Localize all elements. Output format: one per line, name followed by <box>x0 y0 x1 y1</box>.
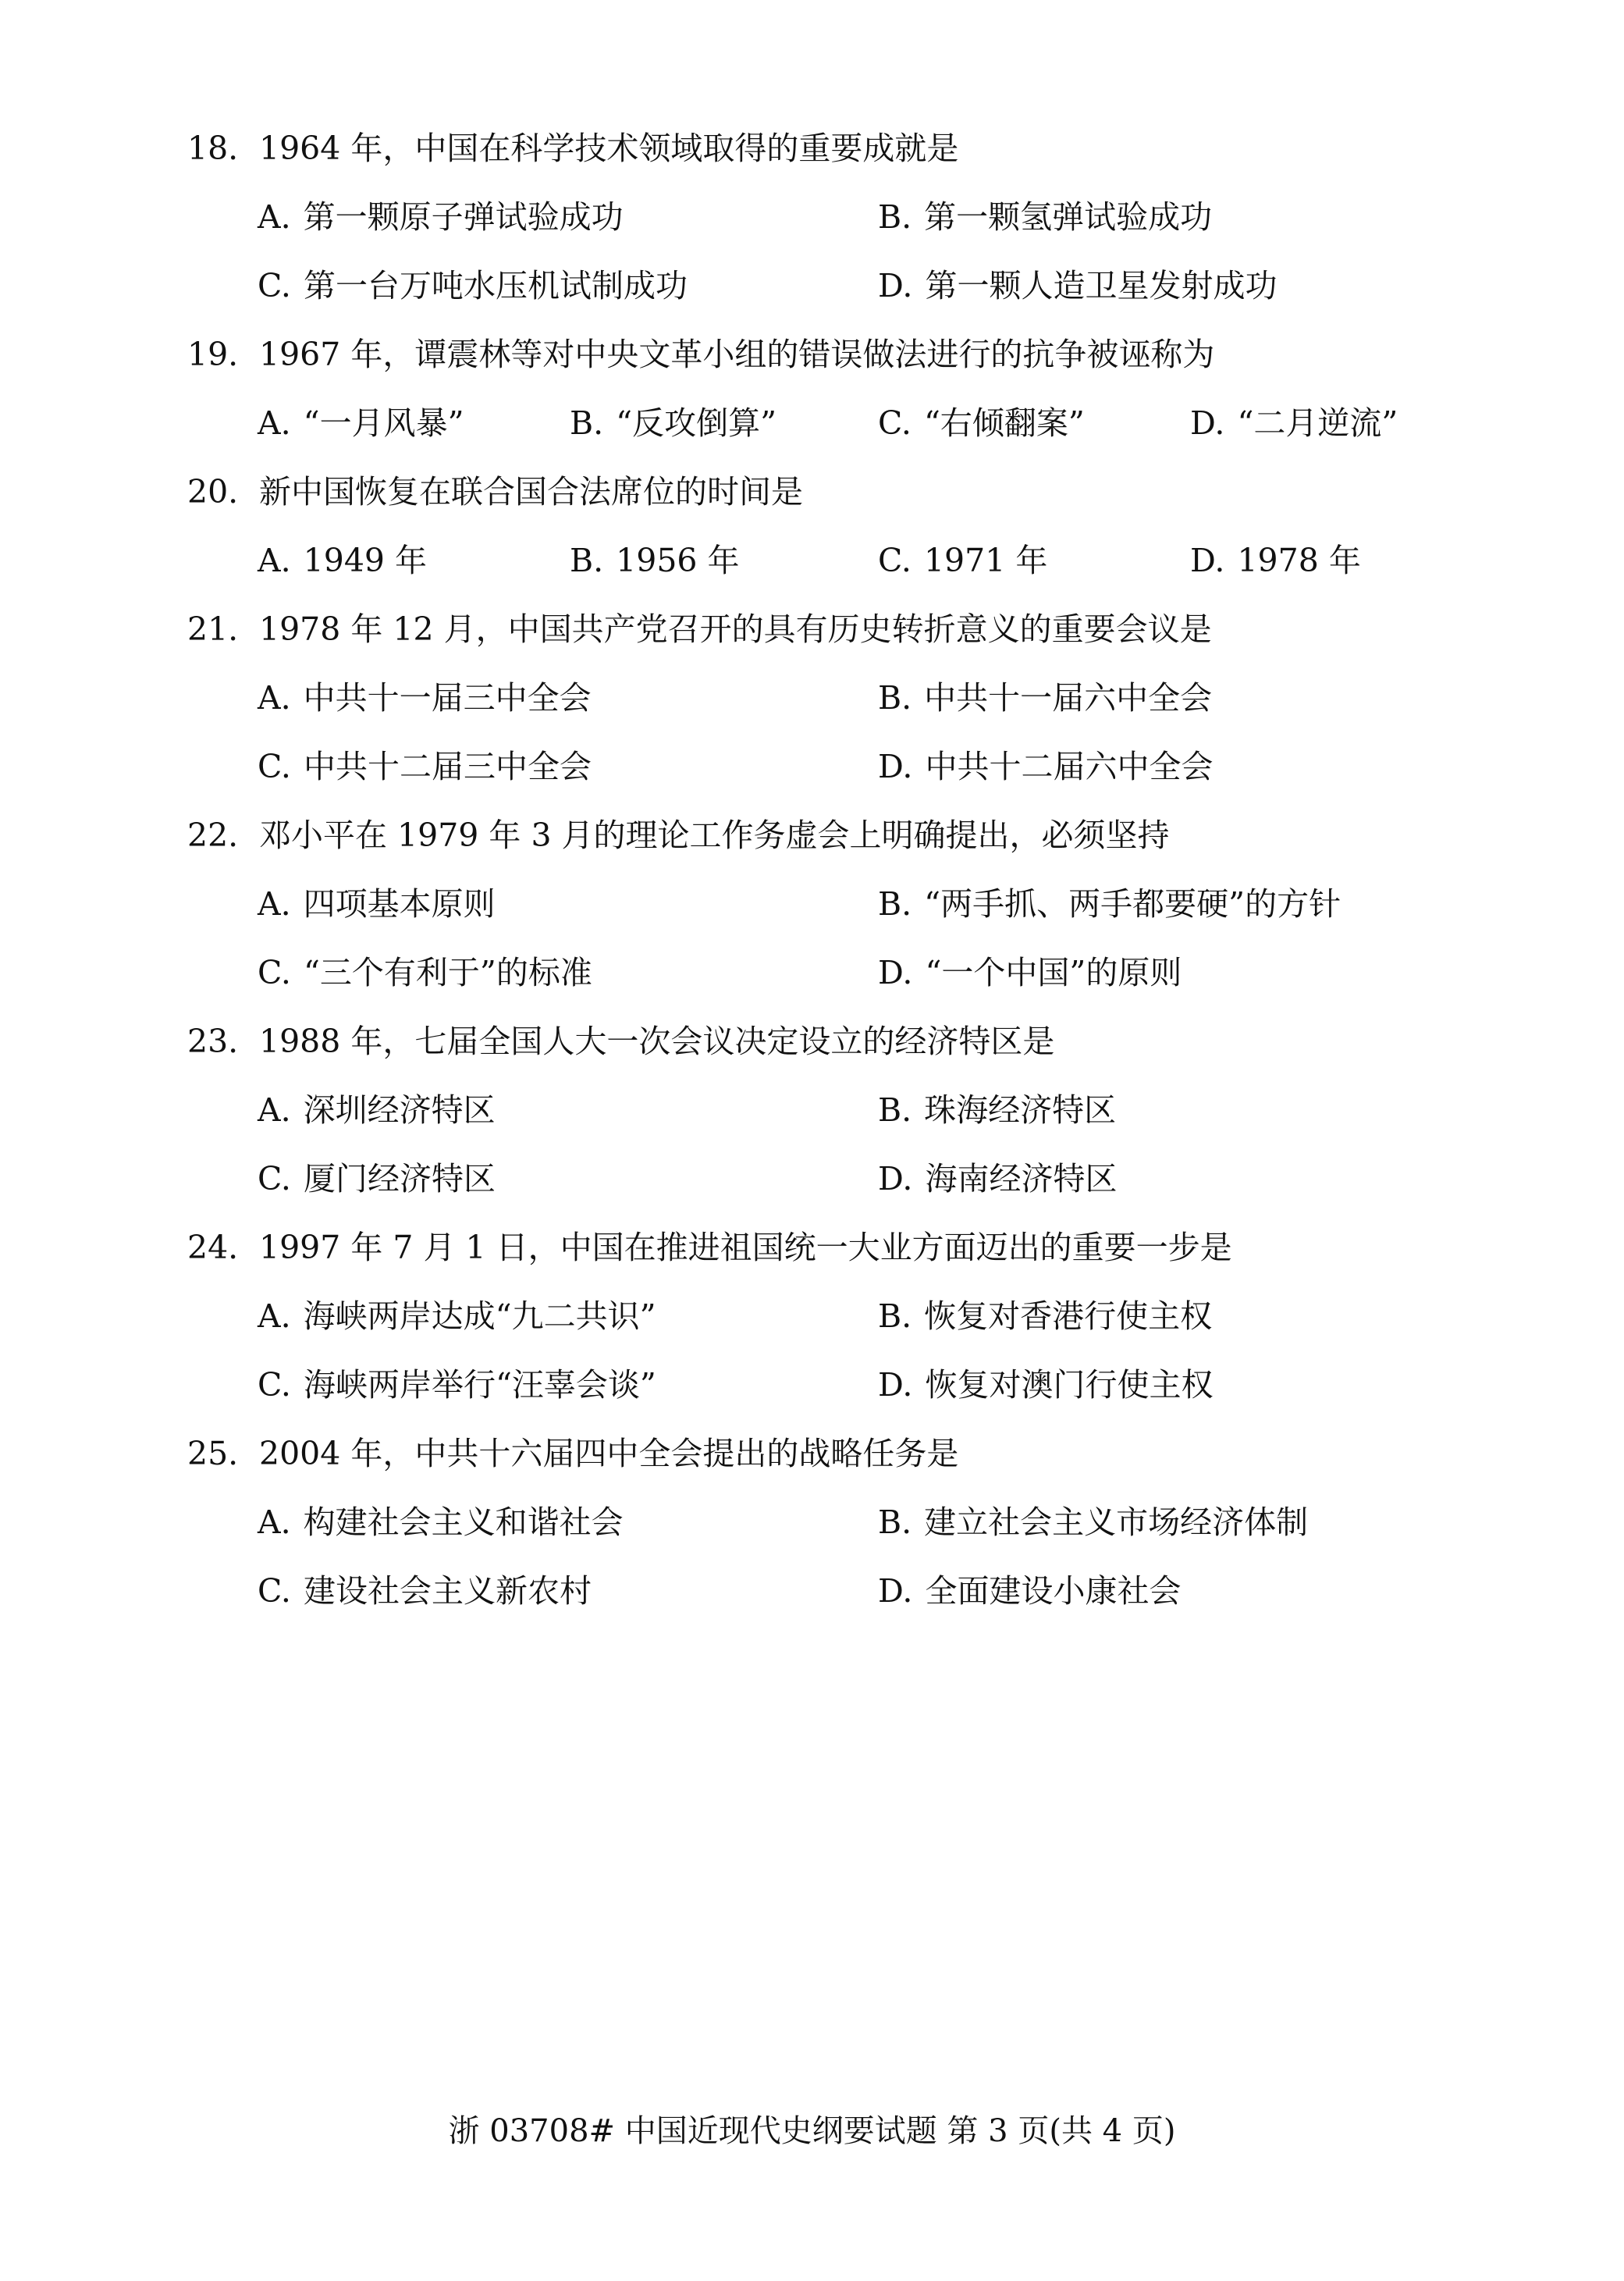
question-text: 1964 年，中国在科学技术领域取得的重要成就是 <box>259 130 959 167</box>
option-text: 1971 年 <box>923 542 1048 579</box>
option-a <box>258 183 624 251</box>
options-row <box>187 1282 1514 1350</box>
question-number: 23. <box>187 1023 239 1060</box>
option-letter: D. <box>878 1160 913 1197</box>
option-b <box>878 1488 1308 1557</box>
question-text: 1978 年 12 月，中国共产党召开的具有历史转折意义的重要会议是 <box>259 610 1212 648</box>
options-row <box>187 1144 1514 1213</box>
option-text: 厦门经济特区 <box>303 1160 496 1197</box>
option-d <box>878 732 1213 801</box>
option-letter: C. <box>258 954 291 991</box>
question-23 <box>187 1007 1514 1213</box>
option-c <box>258 732 592 801</box>
question-stem <box>187 1007 1514 1076</box>
question-stem <box>187 457 1514 526</box>
question-number: 24. <box>187 1229 239 1266</box>
question-text: 1988 年，七届全国人大一次会议决定设立的经济特区是 <box>259 1023 1055 1060</box>
option-text: 1978 年 <box>1237 542 1361 579</box>
option-text: 建设社会主义新农村 <box>303 1572 592 1610</box>
option-text: 海峡两岸举行“汪辜会谈” <box>303 1366 656 1404</box>
option-text: 中共十二届三中全会 <box>303 748 592 785</box>
question-stem <box>187 595 1514 664</box>
options-row <box>187 1557 1514 1625</box>
option-text: 海南经济特区 <box>925 1160 1118 1197</box>
options-row <box>187 1350 1514 1419</box>
option-a <box>258 526 427 595</box>
option-c <box>258 251 688 320</box>
option-letter: A. <box>258 198 291 236</box>
option-a <box>258 870 496 938</box>
option-b <box>878 183 1212 251</box>
options-row <box>187 1076 1514 1144</box>
option-letter: C. <box>258 267 291 304</box>
option-text: “一月风暴” <box>303 404 464 442</box>
option-c <box>258 1144 496 1213</box>
option-letter: C. <box>258 748 291 785</box>
option-text: “两手抓、两手都要硬”的方针 <box>924 885 1341 923</box>
option-a <box>258 664 592 732</box>
option-b <box>878 664 1212 732</box>
option-text: 第一台万吨水压机试制成功 <box>303 267 688 304</box>
question-19 <box>187 320 1514 457</box>
question-text: 新中国恢复在联合国合法席位的时间是 <box>259 473 803 511</box>
option-letter: D. <box>1190 404 1225 442</box>
option-letter: B. <box>878 1091 912 1129</box>
option-letter: C. <box>258 1160 291 1197</box>
option-b <box>878 870 1341 938</box>
option-letter: B. <box>878 1297 912 1335</box>
option-b <box>878 1282 1212 1350</box>
question-stem <box>187 1213 1514 1282</box>
option-d <box>878 1144 1117 1213</box>
option-text: “三个有利于”的标准 <box>303 954 592 991</box>
question-text: 1967 年，谭震林等对中央文革小组的错误做法进行的抗争被诬称为 <box>259 336 1215 373</box>
option-c <box>258 1350 656 1419</box>
option-c <box>258 938 592 1007</box>
question-25 <box>187 1419 1514 1625</box>
question-stem <box>187 320 1514 389</box>
option-a <box>258 1076 496 1144</box>
question-number: 19. <box>187 336 239 373</box>
options-row <box>187 732 1514 801</box>
option-letter: D. <box>878 267 913 304</box>
options-row <box>187 870 1514 938</box>
option-text: 中共十二届六中全会 <box>925 748 1214 785</box>
option-text: 恢复对澳门行使主权 <box>925 1366 1214 1404</box>
question-24 <box>187 1213 1514 1419</box>
option-text: 1949 年 <box>303 542 428 579</box>
option-text: 第一颗氢弹试验成功 <box>924 198 1213 236</box>
option-d <box>878 251 1277 320</box>
options-row <box>187 526 1514 595</box>
option-a <box>258 389 464 457</box>
question-18 <box>187 114 1514 320</box>
option-letter: B. <box>570 404 604 442</box>
option-b <box>570 389 776 457</box>
option-text: 珠海经济特区 <box>924 1091 1117 1129</box>
option-letter: C. <box>258 1572 291 1610</box>
option-b <box>878 1076 1116 1144</box>
option-letter: B. <box>878 679 912 717</box>
question-text: 2004 年，中共十六届四中全会提出的战略任务是 <box>259 1435 959 1472</box>
option-letter: D. <box>878 1572 913 1610</box>
option-letter: A. <box>258 1503 291 1541</box>
option-text: 第一颗原子弹试验成功 <box>303 198 624 236</box>
options-row <box>187 389 1514 457</box>
option-text: 海峡两岸达成“九二共识” <box>303 1297 656 1335</box>
question-20 <box>187 457 1514 595</box>
option-text: 第一颗人造卫星发射成功 <box>925 267 1278 304</box>
option-b <box>570 526 740 595</box>
options-row <box>187 183 1514 251</box>
option-letter: D. <box>878 954 913 991</box>
option-text: 恢复对香港行使主权 <box>924 1297 1213 1335</box>
question-stem <box>187 114 1514 183</box>
option-letter: D. <box>878 1366 913 1404</box>
option-text: 1956 年 <box>616 542 740 579</box>
option-c <box>258 1557 592 1625</box>
option-d <box>1190 389 1398 457</box>
option-letter: C. <box>878 542 912 579</box>
option-letter: A. <box>258 404 291 442</box>
question-22 <box>187 801 1514 1007</box>
option-a <box>258 1282 656 1350</box>
option-letter: D. <box>1190 542 1225 579</box>
option-text: 全面建设小康社会 <box>925 1572 1182 1610</box>
options-row <box>187 251 1514 320</box>
option-letter: A. <box>258 542 291 579</box>
options-row <box>187 938 1514 1007</box>
page-footer: 浙 03708# 中国近现代史纲要试题 第 3 页(共 4 页) <box>448 2113 1176 2149</box>
option-letter: C. <box>878 404 912 442</box>
option-text: 建立社会主义市场经济体制 <box>924 1503 1309 1541</box>
option-text: 深圳经济特区 <box>303 1091 496 1129</box>
question-stem <box>187 801 1514 870</box>
option-text: 四项基本原则 <box>303 885 496 923</box>
question-stem <box>187 1419 1514 1488</box>
option-text: “反攻倒算” <box>616 404 777 442</box>
options-row <box>187 1488 1514 1557</box>
options-row <box>187 664 1514 732</box>
option-text: 构建社会主义和谐社会 <box>303 1503 624 1541</box>
option-text: “二月逆流” <box>1237 404 1398 442</box>
option-d <box>878 1350 1213 1419</box>
question-number: 18. <box>187 130 239 167</box>
option-a <box>258 1488 624 1557</box>
option-letter: B. <box>878 1503 912 1541</box>
question-number: 20. <box>187 473 239 511</box>
option-d <box>1190 526 1361 595</box>
option-letter: A. <box>258 1091 291 1129</box>
option-letter: A. <box>258 1297 291 1335</box>
question-number: 25. <box>187 1435 239 1472</box>
option-letter: B. <box>878 885 912 923</box>
option-text: 中共十一届六中全会 <box>924 679 1213 717</box>
question-21 <box>187 595 1514 801</box>
option-letter: A. <box>258 679 291 717</box>
question-number: 22. <box>187 817 239 854</box>
option-d <box>878 1557 1181 1625</box>
option-c <box>878 526 1047 595</box>
option-letter: D. <box>878 748 913 785</box>
question-text: 1997 年 7 月 1 日，中国在推进祖国统一大业方面迈出的重要一步是 <box>259 1229 1232 1266</box>
option-letter: B. <box>570 542 604 579</box>
option-c <box>878 389 1085 457</box>
option-text: 中共十一届三中全会 <box>303 679 592 717</box>
option-letter: C. <box>258 1366 291 1404</box>
option-letter: B. <box>878 198 912 236</box>
option-letter: A. <box>258 885 291 923</box>
option-text: “右倾翻案” <box>923 404 1085 442</box>
question-number: 21. <box>187 610 239 648</box>
question-text: 邓小平在 1979 年 3 月的理论工作务虚会上明确提出，必须坚持 <box>259 817 1170 854</box>
option-text: “一个中国”的原则 <box>925 954 1182 991</box>
option-d <box>878 938 1182 1007</box>
